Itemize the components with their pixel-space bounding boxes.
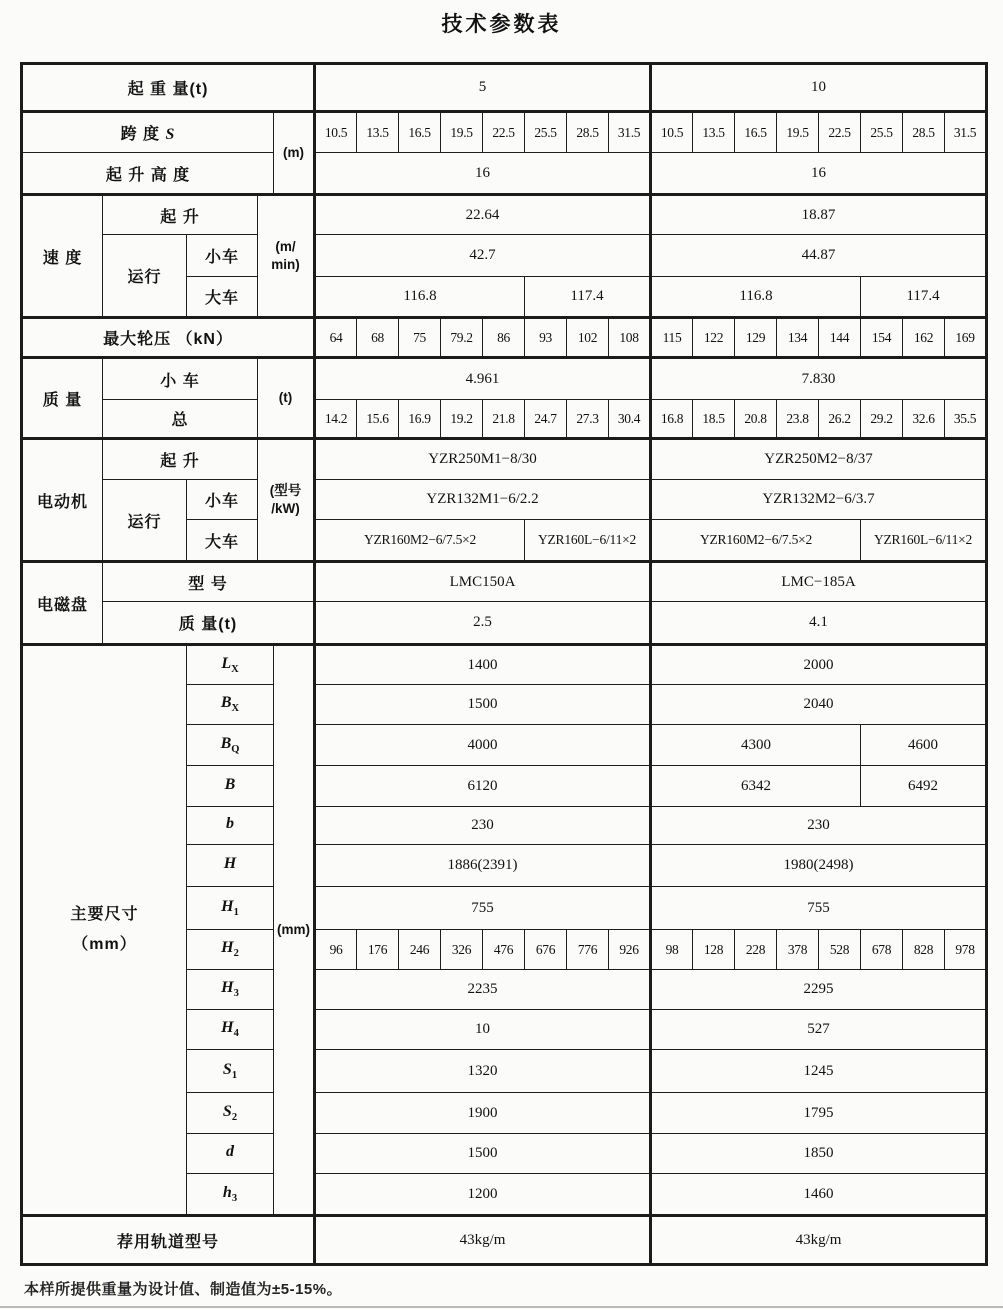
dim-h3-low-10t: 1460 <box>651 1174 987 1216</box>
dim-symbol-h3-cap <box>187 970 274 1010</box>
dim-bq-10t-b: 4600 <box>861 725 987 766</box>
mass-total-cell: 26.2 <box>819 400 861 439</box>
mass-total-cell: 15.6 <box>357 400 399 439</box>
speed-travel-label: 运行 <box>103 235 187 318</box>
speed-unit: (m/ min) <box>258 195 315 318</box>
dim-h2-cell: 246 <box>399 930 441 970</box>
dims-group-label-line1: 主要尺寸 <box>70 905 139 923</box>
motor-crane-5t-b: YZR160L−6/11×2 <box>525 520 651 562</box>
dim-symbol-text: d <box>226 1143 234 1161</box>
magnet-model-label: 型 号 <box>103 562 315 602</box>
dim-symbol-text: h <box>222 1183 232 1201</box>
dim-h-10t: 1980(2498) <box>651 845 987 887</box>
dim-symbol-text: H <box>221 939 234 957</box>
dim-h2-cell: 96 <box>315 930 357 970</box>
dim-symbol-h1 <box>187 887 274 930</box>
dim-symbol-sub: Q <box>231 744 240 756</box>
dim-symbol-text: B <box>224 775 236 793</box>
capacity-label: 起 重 量(t) <box>22 64 315 112</box>
dim-symbol-text: H <box>221 979 234 997</box>
dim-h2-cell: 528 <box>819 930 861 970</box>
dim-lx-5t: 1400 <box>315 645 651 685</box>
dim-bq-5t: 4000 <box>315 725 651 766</box>
span-value-cell: 25.5 <box>861 112 903 153</box>
motor-travel-label: 运行 <box>103 480 187 562</box>
dim-symbol-text: H <box>223 855 237 873</box>
dim-d-10t: 1850 <box>651 1134 987 1174</box>
dims-group-label <box>22 645 187 1216</box>
wheel-value-cell: 144 <box>819 318 861 358</box>
dim-h4-5t: 10 <box>315 1010 651 1050</box>
dim-symbol-text: H <box>221 1019 234 1037</box>
wheel-value-cell: 64 <box>315 318 357 358</box>
span-label-text: 跨 度 <box>120 126 161 143</box>
motor-crane-10t-b: YZR160L−6/11×2 <box>861 520 987 562</box>
dim-symbol-bx <box>187 685 274 725</box>
span-value-cell: 16.5 <box>735 112 777 153</box>
dim-symbol-h4 <box>187 1010 274 1050</box>
dims-group-label-line2: （mm） <box>72 936 137 953</box>
mass-total-cell: 18.5 <box>693 400 735 439</box>
dim-h2-cell: 828 <box>903 930 945 970</box>
dim-symbol-text: B <box>220 734 232 752</box>
dim-h2-cell: 98 <box>651 930 693 970</box>
span-value-cell: 19.5 <box>441 112 483 153</box>
dim-symbol-sub: 2 <box>233 948 239 960</box>
dim-h2-cell: 776 <box>567 930 609 970</box>
dim-symbol-text: S <box>222 1060 232 1078</box>
dim-s2-5t: 1900 <box>315 1093 651 1134</box>
dim-h2-cell: 926 <box>609 930 651 970</box>
mass-total-cell: 35.5 <box>945 400 987 439</box>
wheel-value-cell: 93 <box>525 318 567 358</box>
span-symbol: S <box>165 126 176 143</box>
dim-bq-10t-a: 4300 <box>651 725 861 766</box>
rail-10t: 43kg/m <box>651 1216 987 1265</box>
dim-symbol-b-cap <box>187 766 274 807</box>
dim-h3-low-5t: 1200 <box>315 1174 651 1216</box>
span-value-cell: 31.5 <box>945 112 987 153</box>
span-value-cell: 13.5 <box>693 112 735 153</box>
mass-total-cell: 23.8 <box>777 400 819 439</box>
wheel-value-cell: 68 <box>357 318 399 358</box>
speed-crane-label: 大车 <box>187 277 258 318</box>
dim-d-5t: 1500 <box>315 1134 651 1174</box>
span-value-cell: 10.5 <box>315 112 357 153</box>
dim-symbol-d <box>187 1134 274 1174</box>
motor-hoist-10t: YZR250M2−8/37 <box>651 439 987 480</box>
dim-h1-10t: 755 <box>651 887 987 930</box>
mass-group-label: 质 量 <box>22 358 103 439</box>
dim-symbol-text: L <box>221 654 232 672</box>
dim-b-low-5t: 230 <box>315 807 651 845</box>
dim-symbol-sub: 1 <box>231 1070 238 1082</box>
mass-total-cell: 32.6 <box>903 400 945 439</box>
dim-symbol-sub: 2 <box>231 1112 238 1124</box>
dim-h2-cell: 476 <box>483 930 525 970</box>
dim-h3-10t: 2295 <box>651 970 987 1010</box>
wheel-value-cell: 169 <box>945 318 987 358</box>
motor-hoist-label: 起 升 <box>103 439 258 480</box>
dim-h1-5t: 755 <box>315 887 651 930</box>
magnet-mass-10t: 4.1 <box>651 602 987 645</box>
span-value-cell: 31.5 <box>609 112 651 153</box>
capacity-5t: 5 <box>315 64 651 112</box>
lift-height-label: 起 升 高 度 <box>22 153 274 195</box>
magnet-model-10t: LMC−185A <box>651 562 987 602</box>
motor-crane-5t-a: YZR160M2−6/7.5×2 <box>315 520 525 562</box>
mass-total-label: 总 <box>103 400 258 439</box>
mass-total-cell: 21.8 <box>483 400 525 439</box>
footnote: 本样所提供重量为设计值、制造值为±5-15%。 <box>24 1281 343 1298</box>
dim-s1-10t: 1245 <box>651 1050 987 1093</box>
mass-unit: (t) <box>258 358 315 439</box>
dim-symbol-h-cap <box>187 845 274 887</box>
motor-trolley-label: 小车 <box>187 480 258 520</box>
span-value-cell: 28.5 <box>567 112 609 153</box>
dim-h2-cell: 326 <box>441 930 483 970</box>
dim-symbol-s1 <box>187 1050 274 1093</box>
speed-crane-5t-a: 116.8 <box>315 277 525 318</box>
span-value-cell: 22.5 <box>483 112 525 153</box>
mass-total-cell: 30.4 <box>609 400 651 439</box>
mass-total-cell: 16.9 <box>399 400 441 439</box>
dim-symbol-text: H <box>221 897 234 915</box>
span-value-cell: 19.5 <box>777 112 819 153</box>
speed-hoist-10t: 18.87 <box>651 195 987 235</box>
dim-s2-10t: 1795 <box>651 1093 987 1134</box>
dim-symbol-sub: X <box>231 703 240 715</box>
dim-h3-5t: 2235 <box>315 970 651 1010</box>
dim-symbol-h3-low <box>187 1174 274 1216</box>
span-value-cell: 13.5 <box>357 112 399 153</box>
scan-bottom-edge <box>0 1306 1003 1308</box>
dim-b-5t: 6120 <box>315 766 651 807</box>
wheel-value-cell: 115 <box>651 318 693 358</box>
page-title: 技术参数表 <box>441 13 562 36</box>
technical-parameters-table <box>20 62 988 1266</box>
dim-symbol-text: S <box>222 1102 232 1120</box>
wheel-value-cell: 86 <box>483 318 525 358</box>
rail-label: 荐用轨道型号 <box>22 1216 315 1265</box>
wheel-pressure-label: 最大轮压 （kN） <box>22 318 315 358</box>
wheel-value-cell: 154 <box>861 318 903 358</box>
dim-symbol-text: b <box>226 815 234 833</box>
span-label <box>22 112 274 153</box>
dim-h-5t: 1886(2391) <box>315 845 651 887</box>
wheel-value-cell: 129 <box>735 318 777 358</box>
mass-trolley-label: 小 车 <box>103 358 258 400</box>
wheel-value-cell: 108 <box>609 318 651 358</box>
dim-symbol-sub: X <box>231 664 239 676</box>
dim-bx-5t: 1500 <box>315 685 651 725</box>
span-unit: (m) <box>274 112 315 195</box>
dim-h2-cell: 176 <box>357 930 399 970</box>
wheel-value-cell: 75 <box>399 318 441 358</box>
dim-b-low-10t: 230 <box>651 807 987 845</box>
wheel-value-cell: 162 <box>903 318 945 358</box>
dim-h2-cell: 676 <box>525 930 567 970</box>
speed-trolley-label: 小车 <box>187 235 258 277</box>
dim-symbol-bq <box>187 725 274 766</box>
dim-symbol-text: B <box>220 694 232 712</box>
dim-symbol-h2 <box>187 930 274 970</box>
dims-unit: (mm) <box>274 645 315 1216</box>
dim-symbol-sub: 1 <box>233 907 239 919</box>
dim-b-10t-b: 6492 <box>861 766 987 807</box>
speed-group-label: 速 度 <box>22 195 103 318</box>
span-value-cell: 16.5 <box>399 112 441 153</box>
dim-bx-10t: 2040 <box>651 685 987 725</box>
dim-symbol-sub: 4 <box>233 1028 239 1040</box>
dim-s1-5t: 1320 <box>315 1050 651 1093</box>
dim-h2-cell: 978 <box>945 930 987 970</box>
span-value-cell: 28.5 <box>903 112 945 153</box>
dim-symbol-sub: 3 <box>231 1193 238 1205</box>
dim-h2-cell: 228 <box>735 930 777 970</box>
motor-group-label: 电动机 <box>22 439 103 562</box>
speed-crane-10t-a: 116.8 <box>651 277 861 318</box>
wheel-value-cell: 134 <box>777 318 819 358</box>
dim-h2-cell: 128 <box>693 930 735 970</box>
motor-crane-label: 大车 <box>187 520 258 562</box>
dim-symbol-s2 <box>187 1093 274 1134</box>
span-value-cell: 22.5 <box>819 112 861 153</box>
wheel-value-cell: 122 <box>693 318 735 358</box>
dim-h2-cell: 678 <box>861 930 903 970</box>
speed-crane-5t-b: 117.4 <box>525 277 651 318</box>
wheel-value-cell: 102 <box>567 318 609 358</box>
dim-lx-10t: 2000 <box>651 645 987 685</box>
speed-trolley-10t: 44.87 <box>651 235 987 277</box>
dim-symbol-lx <box>187 645 274 685</box>
magnet-group-label: 电磁盘 <box>22 562 103 645</box>
speed-hoist-label: 起 升 <box>103 195 258 235</box>
mass-total-cell: 14.2 <box>315 400 357 439</box>
mass-total-cell: 27.3 <box>567 400 609 439</box>
motor-hoist-5t: YZR250M1−8/30 <box>315 439 651 480</box>
rail-5t: 43kg/m <box>315 1216 651 1265</box>
dim-symbol-sub: 3 <box>233 988 239 1000</box>
motor-unit: (型号 /kW) <box>258 439 315 562</box>
mass-trolley-10t: 7.830 <box>651 358 987 400</box>
motor-trolley-5t: YZR132M1−6/2.2 <box>315 480 651 520</box>
magnet-mass-5t: 2.5 <box>315 602 651 645</box>
speed-trolley-5t: 42.7 <box>315 235 651 277</box>
dim-h4-10t: 527 <box>651 1010 987 1050</box>
dim-symbol-b-low <box>187 807 274 845</box>
magnet-mass-label: 质 量(t) <box>103 602 315 645</box>
mass-total-cell: 20.8 <box>735 400 777 439</box>
lift-height-5t: 16 <box>315 153 651 195</box>
span-value-cell: 25.5 <box>525 112 567 153</box>
motor-trolley-10t: YZR132M2−6/3.7 <box>651 480 987 520</box>
dim-b-10t-a: 6342 <box>651 766 861 807</box>
mass-total-cell: 29.2 <box>861 400 903 439</box>
lift-height-10t: 16 <box>651 153 987 195</box>
mass-total-cell: 19.2 <box>441 400 483 439</box>
mass-trolley-5t: 4.961 <box>315 358 651 400</box>
motor-crane-10t-a: YZR160M2−6/7.5×2 <box>651 520 861 562</box>
dim-h2-cell: 378 <box>777 930 819 970</box>
mass-total-cell: 16.8 <box>651 400 693 439</box>
speed-crane-10t-b: 117.4 <box>861 277 987 318</box>
wheel-value-cell: 79.2 <box>441 318 483 358</box>
mass-total-cell: 24.7 <box>525 400 567 439</box>
capacity-10t: 10 <box>651 64 987 112</box>
magnet-model-5t: LMC150A <box>315 562 651 602</box>
span-value-cell: 10.5 <box>651 112 693 153</box>
speed-hoist-5t: 22.64 <box>315 195 651 235</box>
